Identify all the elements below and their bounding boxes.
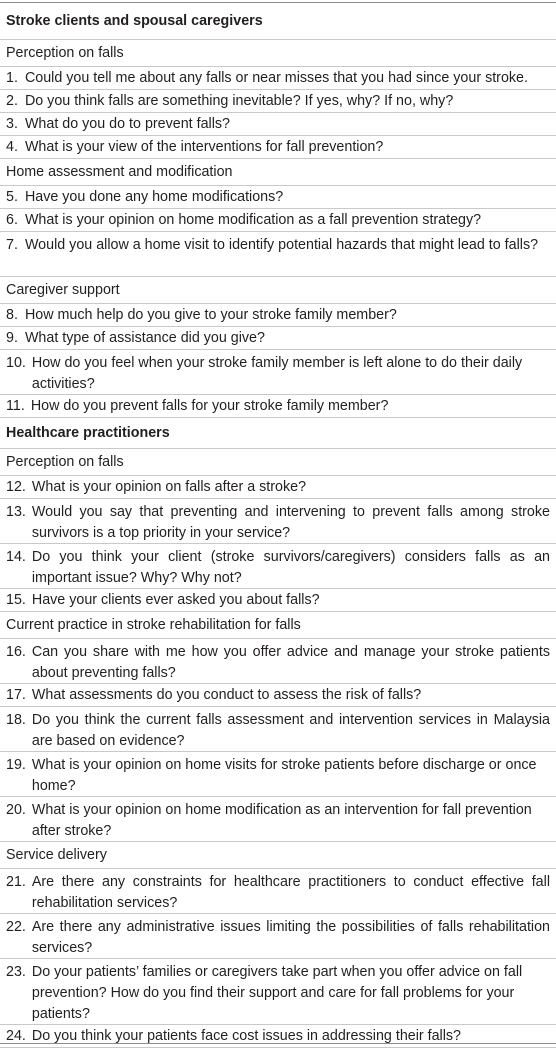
question-number: 8. [6, 307, 18, 323]
question-number: 16. [6, 644, 26, 660]
question-number: 14. [6, 549, 26, 565]
question-number: 11. [6, 398, 25, 414]
question-row [0, 327, 556, 350]
question-text: How do you prevent falls for your stroke family member? [30, 398, 389, 414]
question-text: Have your clients ever asked you about falls? [31, 592, 320, 608]
question-row [0, 209, 556, 232]
question-number: 22. [6, 919, 26, 935]
question-row [0, 186, 556, 209]
question-number: 6. [6, 212, 18, 228]
group-title: Home assessment and modification [0, 159, 556, 186]
question-row [0, 113, 556, 136]
question-text: Do you think your client (stroke survivors/caregivers) considers falls as an important issue? Why? Why not? [31, 549, 550, 586]
question-row [0, 476, 556, 499]
question-text: Do you think the current falls assessment and intervention services in Malaysia are based on evidence? [31, 712, 550, 749]
question-row [0, 707, 556, 752]
question-row [0, 499, 556, 544]
question-number: 23. [6, 964, 26, 980]
question-text: Could you tell me about any falls or near misses that you had since your stroke. [24, 70, 528, 86]
question-text: Can you share with me how you offer advice and manage your stroke patients about preventing falls? [31, 644, 550, 681]
question-number: 18. [6, 712, 26, 728]
group-title: Perception on falls [0, 449, 556, 476]
question-text: What do you do to prevent falls? [24, 116, 230, 132]
question-number: 1. [6, 70, 18, 86]
question-row [0, 304, 556, 327]
question-number: 2. [6, 93, 18, 109]
question-text: How much help do you give to your stroke family member? [24, 307, 397, 323]
question-text: What is your opinion on home modification as a fall prevention strategy? [24, 212, 482, 228]
question-row [0, 90, 556, 113]
question-row [0, 684, 556, 707]
question-text: Are there any constraints for healthcare practitioners to conduct effective fall rehabilitation services? [31, 874, 550, 911]
question-number: 3. [6, 116, 18, 132]
question-row [0, 752, 556, 797]
question-row [0, 589, 556, 612]
question-row [0, 959, 556, 1025]
question-text: Do you think your patients face cost issues in addressing their falls? [31, 1028, 462, 1044]
group-title: Perception on falls [0, 40, 556, 67]
question-row [0, 67, 556, 90]
question-row [0, 136, 556, 159]
question-number: 4. [6, 139, 18, 155]
question-row [0, 1025, 556, 1048]
question-number: 15. [6, 592, 26, 608]
question-number: 13. [6, 504, 26, 520]
question-text: Do your patients’ families or caregivers take part when you offer advice on fall prevention? How do you find their support and care for fall problems for your patients? [31, 964, 523, 1022]
question-row [0, 350, 556, 395]
question-number: 7. [6, 237, 18, 253]
question-text: Would you allow a home visit to identify potential hazards that might lead to falls? [24, 237, 539, 253]
question-text: How do you feel when your stroke family member is left alone to do their daily activities? [31, 355, 523, 392]
question-text: Are there any administrative issues limiting the possibilities of falls rehabilitation services? [31, 919, 550, 956]
question-text: Would you say that preventing and intervening to prevent falls among stroke survivors is a top priority in your service? [31, 504, 550, 541]
question-number: 20. [6, 802, 26, 818]
question-number: 24. [6, 1028, 26, 1044]
question-number: 21. [6, 874, 26, 890]
section-heading: Stroke clients and spousal caregivers [0, 3, 556, 40]
question-row [0, 914, 556, 959]
question-number: 5. [6, 189, 18, 205]
question-text: What assessments do you conduct to assess the risk of falls? [31, 687, 422, 703]
question-number: 9. [6, 330, 18, 346]
question-row [0, 395, 556, 418]
question-number: 17. [6, 687, 26, 703]
question-text: Do you think falls are something inevitable? If yes, why? If no, why? [24, 93, 454, 109]
question-row [0, 639, 556, 684]
question-number: 12. [6, 479, 26, 495]
question-row [0, 797, 556, 842]
section-heading: Healthcare practitioners [0, 418, 556, 449]
question-text: What is your view of the interventions for fall prevention? [24, 139, 384, 155]
question-text: What is your opinion on home modification as an intervention for fall prevention after stroke? [31, 802, 532, 839]
group-title: Current practice in stroke rehabilitation for falls [0, 612, 556, 639]
question-row [0, 869, 556, 914]
question-text: What is your opinion on falls after a stroke? [31, 479, 307, 495]
question-text: What type of assistance did you give? [24, 330, 265, 346]
question-number: 19. [6, 757, 26, 773]
group-title: Caregiver support [0, 277, 556, 304]
question-row [0, 544, 556, 589]
question-text: Have you done any home modifications? [24, 189, 284, 205]
question-row [0, 232, 556, 277]
question-text: What is your opinion on home visits for stroke patients before discharge or once home? [31, 757, 537, 794]
table-bottom-rule [0, 1043, 556, 1044]
question-number: 10. [6, 355, 26, 371]
group-title: Service delivery [0, 842, 556, 869]
